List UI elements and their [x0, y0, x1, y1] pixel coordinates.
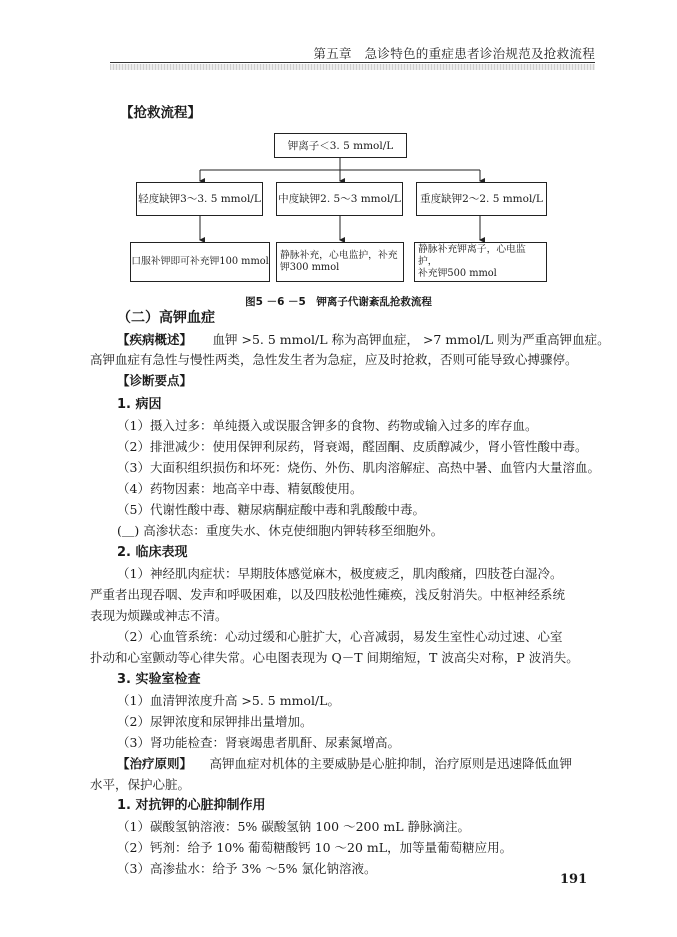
- numbered-heading: 1. 对抗钾的心脏抑制作用: [117, 798, 266, 813]
- flow-treatment-severe-line2: 补充钾500 mmol: [418, 268, 497, 279]
- figure-caption: 图5 －6 －5 钾离子代谢紊乱抢救流程: [245, 296, 432, 308]
- body-paragraph: 扑动和心室颤动等心律失常。心电图表现为 Q－T 间期缩短，T 波高尖对称，P 波消失。: [90, 650, 579, 665]
- flow-treatment-moderate-line2: 钾300 mmol: [280, 262, 340, 273]
- treatment-text: 高钾血症对机体的主要威胁是心脏抑制，治疗原则是迅速降低血钾: [197, 756, 573, 771]
- chapter-title: 第五章 急诊特色的重症患者诊治规范及抢救流程: [313, 46, 595, 61]
- section-title: 【抢救流程】: [120, 105, 201, 121]
- flow-level-severe: 重度缺钾2～2. 5 mmol/L: [416, 182, 547, 216]
- list-item: （1）血清钾浓度升高 >5. 5 mmol/L。: [117, 693, 340, 708]
- list-item: （2）尿钾浓度和尿钾排出量增加。: [117, 714, 313, 729]
- list-item: （1）碳酸氢钠溶液：5% 碳酸氢钠 100 ～200 mL 静脉滴注。: [117, 819, 471, 834]
- page-number: 191: [560, 872, 588, 887]
- flow-treatment-severe-line1: 静脉补充钾离子，心电监护，: [418, 244, 526, 267]
- list-item: （2）心血管系统：心动过缓和心脏扩大，心音减弱，易发生室性心动过速、心室: [117, 629, 563, 644]
- numbered-heading: 1. 病因: [117, 397, 162, 412]
- flow-treatment-moderate-line1: 静脉补充，心电监护，补充: [280, 250, 398, 261]
- list-item: （3）肾功能检查：肾衰竭患者肌酐、尿素氮增高。: [117, 735, 400, 750]
- numbered-heading: 2. 临床表现: [117, 545, 188, 560]
- body-paragraph: 表现为烦躁或神志不清。: [90, 608, 228, 623]
- flow-root-box: 钾离子＜3. 5 mmol/L: [274, 133, 407, 158]
- treatment-label: 【治疗原则】: [117, 756, 193, 771]
- list-item: （3）大面积组织损伤和坏死：烧伤、外伤、肌肉溶解症、高热中暑、血管内大量溶血。: [117, 460, 600, 475]
- list-item: （1）神经肌肉症状：早期肢体感觉麻木，极度疲乏，肌肉酸痛，四肢苍白湿冷。: [117, 566, 563, 581]
- overview-label: 【疾病概述】: [117, 332, 193, 347]
- numbered-heading: 3. 实验室检查: [117, 672, 201, 687]
- list-item: (＿) 高渗状态：重度失水、休克使细胞内钾转移至细胞外。: [117, 523, 444, 538]
- flow-level-moderate: 中度缺钾2. 5～3 mmol/L: [276, 182, 403, 216]
- running-header: [0, 0, 677, 70]
- flow-level-mild: 轻度缺钾3～3. 5 mmol/L: [136, 182, 263, 216]
- flow-treatment-severe: [414, 242, 547, 282]
- header-rule: [110, 62, 595, 63]
- list-item: （5）代谢性酸中毒、糖尿病酮症酸中毒和乳酸酸中毒。: [117, 502, 425, 517]
- subsection-title: （二）高钾血症: [117, 310, 215, 326]
- list-item: （4）药物因素：地高辛中毒、精氨酸使用。: [117, 481, 363, 496]
- body-paragraph: 高钾血症有急性与慢性两类，急性发生者为急症，应及时抢救，否则可能导致心搏骤停。: [90, 352, 578, 367]
- list-item: （2）排泄减少：使用保钾利尿药，肾衰竭，醛固酮、皮质醇减少，肾小管性酸中毒。: [117, 439, 588, 454]
- diagnosis-label: 【诊断要点】: [117, 373, 193, 388]
- flow-treatment-mild-text: 口服补钾即可补充钾100 mmol: [131, 256, 269, 267]
- header-band: [110, 64, 595, 70]
- body-paragraph: 严重者出现吞咽、发声和呼吸困难，以及四肢松弛性瘫痪，浅反射消失。中枢神经系统: [90, 587, 566, 602]
- overview-text: 血钾 >5. 5 mmol/L 称为高钾血症， >7 mmol/L 则为严重高钾血症。: [200, 332, 610, 347]
- flow-treatment-moderate: [276, 242, 404, 282]
- body-paragraph: 水平，保护心脏。: [90, 777, 191, 792]
- list-item: （2）钙剂：给予 10% 葡萄糖酸钙 10 ～20 mL，加等量葡萄糖应用。: [117, 840, 513, 855]
- list-item: （3）高渗盐水：给予 3% ～5% 氯化钠溶液。: [117, 861, 377, 876]
- list-item: （1）摄入过多：单纯摄入或误服含钾多的食物、药物或输入过多的库存血。: [117, 418, 538, 433]
- flow-treatment-mild: [130, 242, 270, 282]
